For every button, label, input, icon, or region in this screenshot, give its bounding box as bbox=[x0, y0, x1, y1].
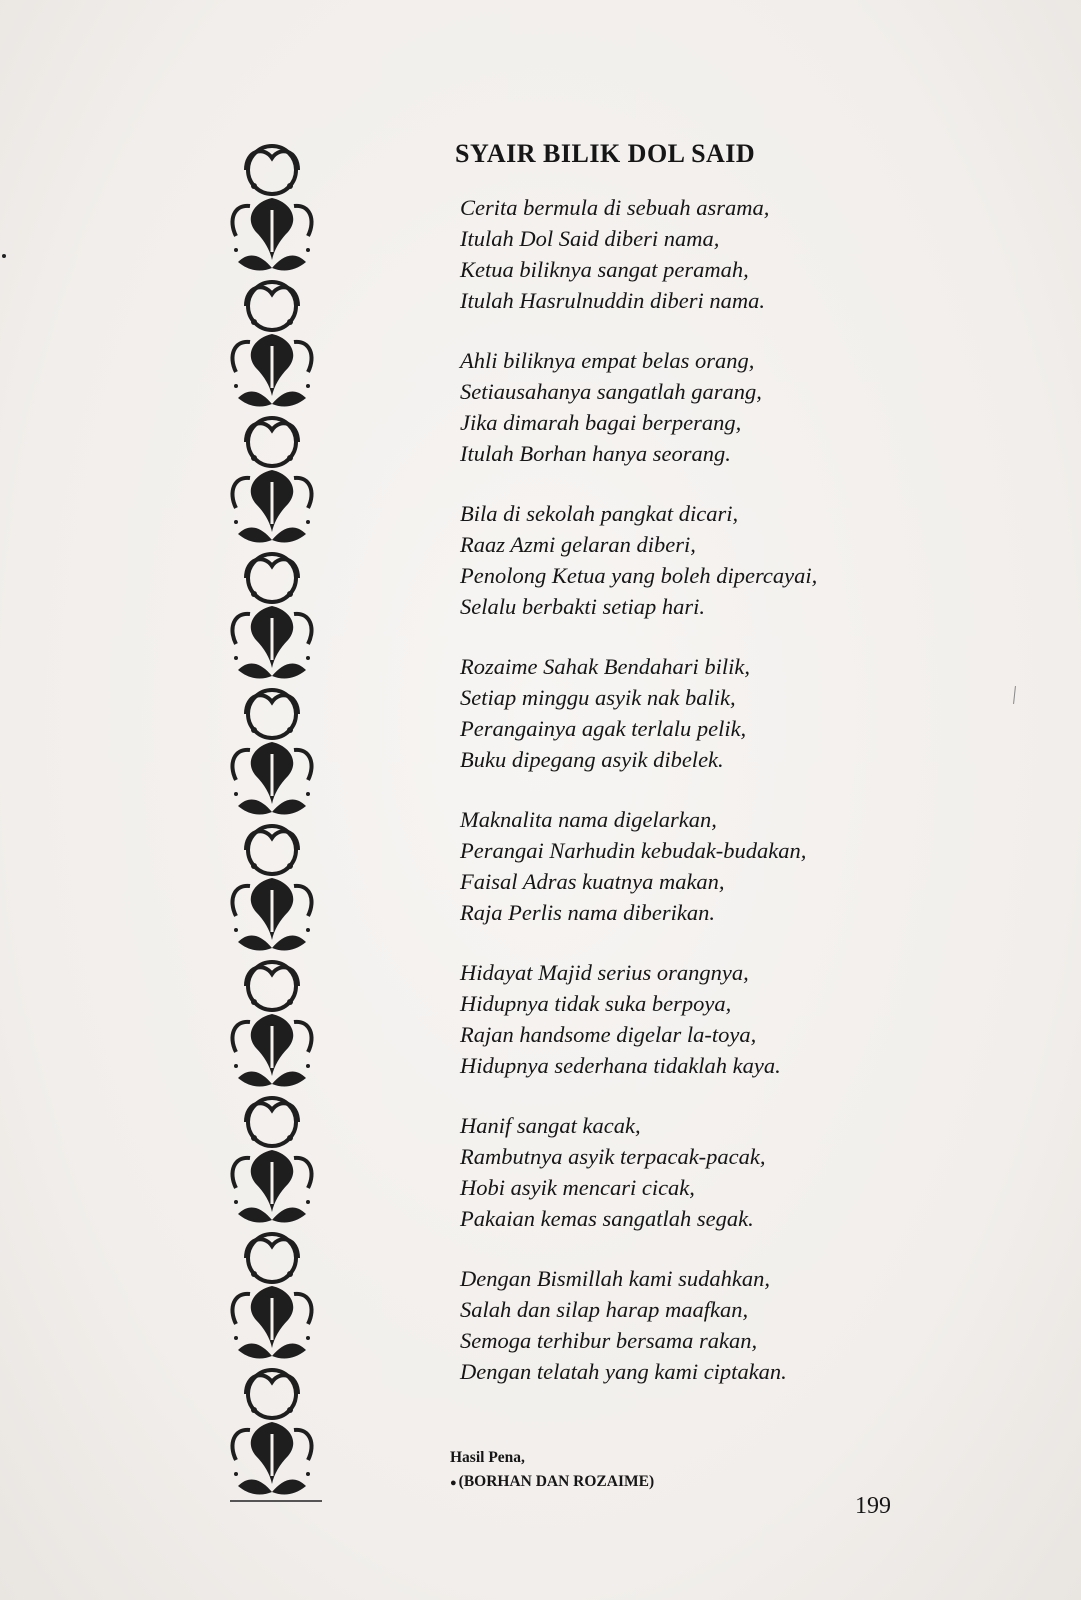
poem-line: Itulah Hasrulnuddin diberi nama. bbox=[460, 288, 766, 313]
stanza bbox=[460, 1263, 920, 1387]
floral-border-icon bbox=[224, 140, 320, 1500]
poem-line: Itulah Borhan hanya seorang. bbox=[460, 441, 731, 466]
poem-line: Rajan handsome digelar la-toya, bbox=[460, 1022, 757, 1047]
poem-line: Hidupnya sederhana tidaklah kaya. bbox=[460, 1053, 781, 1078]
bullet-icon: ● bbox=[450, 1477, 457, 1489]
poem-line: Penolong Ketua yang boleh dipercayai, bbox=[460, 563, 818, 588]
page-title: SYAIR BILIK DOL SAID bbox=[455, 139, 756, 168]
poem-line: Raja Perlis nama diberikan. bbox=[460, 900, 715, 925]
stanza bbox=[460, 345, 920, 469]
poem-line: Raaz Azmi gelaran diberi, bbox=[460, 532, 696, 557]
poem-line: Dengan Bismillah kami sudahkan, bbox=[460, 1266, 770, 1291]
pencil-mark bbox=[1013, 686, 1016, 704]
poem bbox=[460, 192, 920, 1416]
poem-line: Salah dan silap harap maafkan, bbox=[460, 1297, 749, 1322]
poem-line: Rozaime Sahak Bendahari bilik, bbox=[460, 654, 750, 679]
poem-line: Cerita bermula di sebuah asrama, bbox=[460, 195, 770, 220]
poem-line: Dengan telatah yang kami ciptakan. bbox=[460, 1359, 787, 1384]
page-number: 199 bbox=[855, 1493, 891, 1519]
poem-line: Setiausahanya sangatlah garang, bbox=[460, 379, 762, 404]
poem-line: Maknalita nama digelarkan, bbox=[460, 807, 717, 832]
stanza bbox=[460, 651, 920, 775]
poem-line: Selalu berbakti setiap hari. bbox=[460, 594, 705, 619]
stanza bbox=[460, 804, 920, 928]
poem-line: Perangainya agak terlalu pelik, bbox=[460, 716, 747, 741]
ornament-baseline bbox=[230, 1500, 322, 1502]
poem-line: Hanif sangat kacak, bbox=[460, 1113, 641, 1138]
poem-line: Itulah Dol Said diberi nama, bbox=[460, 226, 720, 251]
poem-line: Rambutnya asyik terpacak-pacak, bbox=[460, 1144, 766, 1169]
poem-line: Buku dipegang asyik dibelek. bbox=[460, 747, 724, 772]
credit-authors-row bbox=[450, 1470, 654, 1495]
stanza bbox=[460, 498, 920, 622]
poem-line: Hobi asyik mencari cicak, bbox=[460, 1175, 695, 1200]
credit-authors: (BORHAN DAN ROZAIME) bbox=[458, 1473, 655, 1490]
ink-speck bbox=[2, 254, 6, 258]
stanza bbox=[460, 1110, 920, 1234]
poem-line: Ahli biliknya empat belas orang, bbox=[460, 348, 755, 373]
poem-line: Perangai Narhudin kebudak-budakan, bbox=[460, 838, 807, 863]
poem-line: Faisal Adras kuatnya makan, bbox=[460, 869, 725, 894]
author-credit bbox=[450, 1446, 654, 1495]
poem-line: Hidayat Majid serius orangnya, bbox=[460, 960, 749, 985]
poem-line: Pakaian kemas sangatlah segak. bbox=[460, 1206, 754, 1231]
credit-label: Hasil Pena, bbox=[450, 1449, 525, 1466]
stanza bbox=[460, 192, 920, 316]
poem-line: Ketua biliknya sangat peramah, bbox=[460, 257, 749, 282]
poem-line: Bila di sekolah pangkat dicari, bbox=[460, 501, 739, 526]
poem-line: Hidupnya tidak suka berpoya, bbox=[460, 991, 732, 1016]
poem-line: Semoga terhibur bersama rakan, bbox=[460, 1328, 758, 1353]
stanza bbox=[460, 957, 920, 1081]
poem-line: Jika dimarah bagai berperang, bbox=[460, 410, 742, 435]
poem-line: Setiap minggu asyik nak balik, bbox=[460, 685, 736, 710]
